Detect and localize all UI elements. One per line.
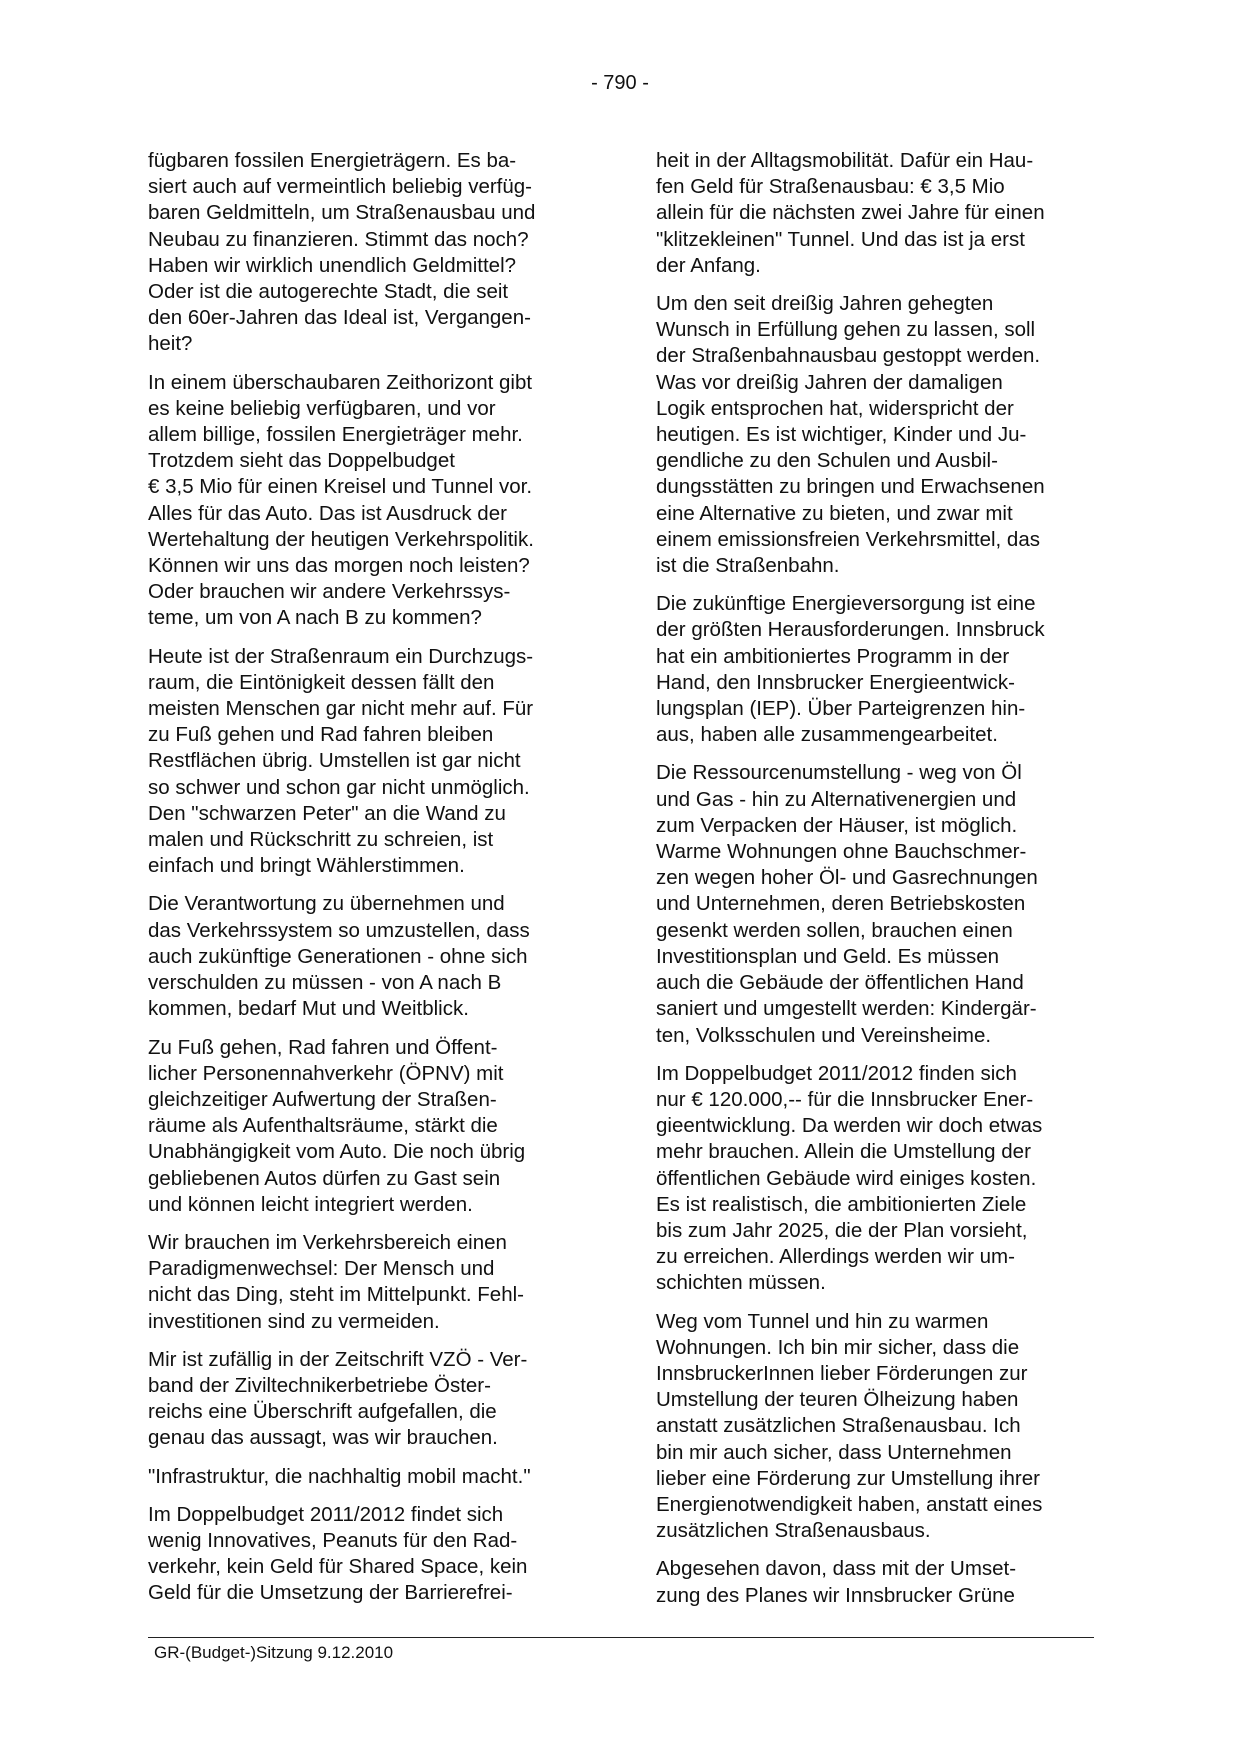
paragraph: Weg vom Tunnel und hin zu warmen Wohnungen. Ich bin mir sicher, dass die InnsbruckerInnen lieber Förderungen zur Umstellung der teuren Ölheizung haben anstatt zusätzlichen Straßenausbau. Ich bin mir auch sicher, dass Unternehmen lieber eine Förderung zur Umstellung ihrer Energienotwendigkeit haben, anstatt eines zusätzlichen Straßenausbaus. xyxy=(656,1309,1043,1543)
paragraph: Die Ressourcenumstellung - weg von Öl und Gas - hin zu Alternativenergien und zum Verpacken der Häuser, ist möglich. Warme Wohnungen ohne Bauchschmer- zen wegen hoher Öl- und Gasrechnungen und Unternehmen, deren Betriebskosten gesenkt werden sollen, brauchen einen Investitionsplan und Geld. Es müssen auch die Gebäude der öffentlichen Hand saniert und umgestellt werden: Kindergär- ten, Volksschulen und Vereinsheime. xyxy=(656,761,1038,1047)
right-column xyxy=(656,148,1096,1621)
footer-text: GR-(Budget-)Sitzung 9.12.2010 xyxy=(154,1643,394,1662)
paragraph: fügbaren fossilen Energieträgern. Es ba- siert auch auf vermeintlich beliebig verfüg- baren Geldmitteln, um Straßenausbau und Neubau zu finanzieren. Stimmt das noch? Haben wir wirklich unendlich Geldmittel? Oder ist die autogerechte Stadt, die seit den 60er-Jahren das Ideal ist, Vergangen- heit? xyxy=(148,149,536,356)
paragraph: Mir ist zufällig in der Zeitschrift VZÖ - Ver- band der Ziviltechnikerbetriebe Öster- reichs eine Überschrift aufgefallen, die genau das aussagt, was wir brauchen. xyxy=(148,1347,528,1450)
left-column xyxy=(148,148,588,1619)
paragraph: Wir brauchen im Verkehrsbereich einen Paradigmenwechsel: Der Mensch und nicht das Ding, steht im Mittelpunkt. Fehl- investitionen sind zu vermeiden. xyxy=(148,1230,524,1333)
paragraph: In einem überschaubaren Zeithorizont gibt es keine beliebig verfügbaren, und vor allem billige, fossilen Energieträger mehr. Trotzdem sieht das Doppelbudget € 3,5 Mio für einen Kreisel und Tunnel vor. Alles für das Auto. Das ist Ausdruck der Wertehaltung der heutigen Verkehrspolitik. Können wir uns das morgen noch leisten? Oder brauchen wir andere Verkehrssys- teme, um von A nach B zu kommen? xyxy=(148,370,534,630)
paragraph: heit in der Alltagsmobilität. Dafür ein Hau- fen Geld für Straßenausbau: € 3,5 Mio allein für die nächsten zwei Jahre für einen "klitzekleinen" Tunnel. Und das ist ja erst der Anfang. xyxy=(656,149,1045,277)
paragraph: Abgesehen davon, dass mit der Umset- zung des Planes wir Innsbrucker Grüne xyxy=(656,1557,1017,1607)
paragraph: Um den seit dreißig Jahren gehegten Wunsch in Erfüllung gehen zu lassen, soll der Straßenbahnausbau gestoppt werden. Was vor dreißig Jahren der damaligen Logik entsprochen hat, widerspricht der heutigen. Es ist wichtiger, Kinder und Ju- gendliche zu den Schulen und Ausbil- dungsstätten zu bringen und Erwachsenen eine Alternative zu bieten, und zwar mit einem emissionsfreien Verkehrsmittel, das ist die Straßenbahn. xyxy=(656,292,1045,578)
paragraph: Im Doppelbudget 2011/2012 findet sich wenig Innovatives, Peanuts für den Rad- verkehr, kein Geld für Shared Space, kein Geld für die Umsetzung der Barrierefrei- xyxy=(148,1502,528,1605)
paragraph: Die zukünftige Energieversorgung ist eine der größten Herausforderungen. Innsbruck hat ein ambitioniertes Programm in der Hand, den Innsbrucker Energieentwick- lungsplan (IEP). Über Parteigrenzen hin- aus, haben alle zusammengearbeitet. xyxy=(656,592,1045,747)
footer-divider xyxy=(148,1637,1094,1638)
paragraph: "Infrastruktur, die nachhaltig mobil macht." xyxy=(148,1464,531,1488)
page-number: - 790 - xyxy=(591,72,649,94)
paragraph: Zu Fuß gehen, Rad fahren und Öffent- licher Personennahverkehr (ÖPNV) mit gleichzeitiger Aufwertung der Straßen- räume als Aufenthaltsräume, stärkt die Unabhängigkeit vom Auto. Die noch übrig gebliebenen Autos dürfen zu Gast sein und können leicht integriert werden. xyxy=(148,1035,526,1216)
paragraph: Heute ist der Straßenraum ein Durchzugs- raum, die Eintönigkeit dessen fällt den meisten Menschen gar nicht mehr auf. Für zu Fuß gehen und Rad fahren bleiben Restflächen übrig. Umstellen ist gar nicht so schwer und schon gar nicht unmöglich. Den "schwarzen Peter" an die Wand zu malen und Rückschritt zu schreien, ist einfach und bringt Wählerstimmen. xyxy=(148,644,534,878)
paragraph: Die Verantwortung zu übernehmen und das Verkehrssystem so umzustellen, dass auch zukünftige Generationen - ohne sich verschulden zu müssen - von A nach B kommen, bedarf Mut und Weitblick. xyxy=(148,892,530,1021)
paragraph: Im Doppelbudget 2011/2012 finden sich nur € 120.000,-- für die Innsbrucker Ener- gieentwicklung. Da werden wir doch etwas mehr brauchen. Allein die Umstellung der öffentlichen Gebäude wird einiges kosten. Es ist realistisch, die ambitionierten Ziele bis zum Jahr 2025, die der Plan vorsieht, zu erreichen. Allerdings werden wir um- schichten müssen. xyxy=(656,1061,1043,1295)
